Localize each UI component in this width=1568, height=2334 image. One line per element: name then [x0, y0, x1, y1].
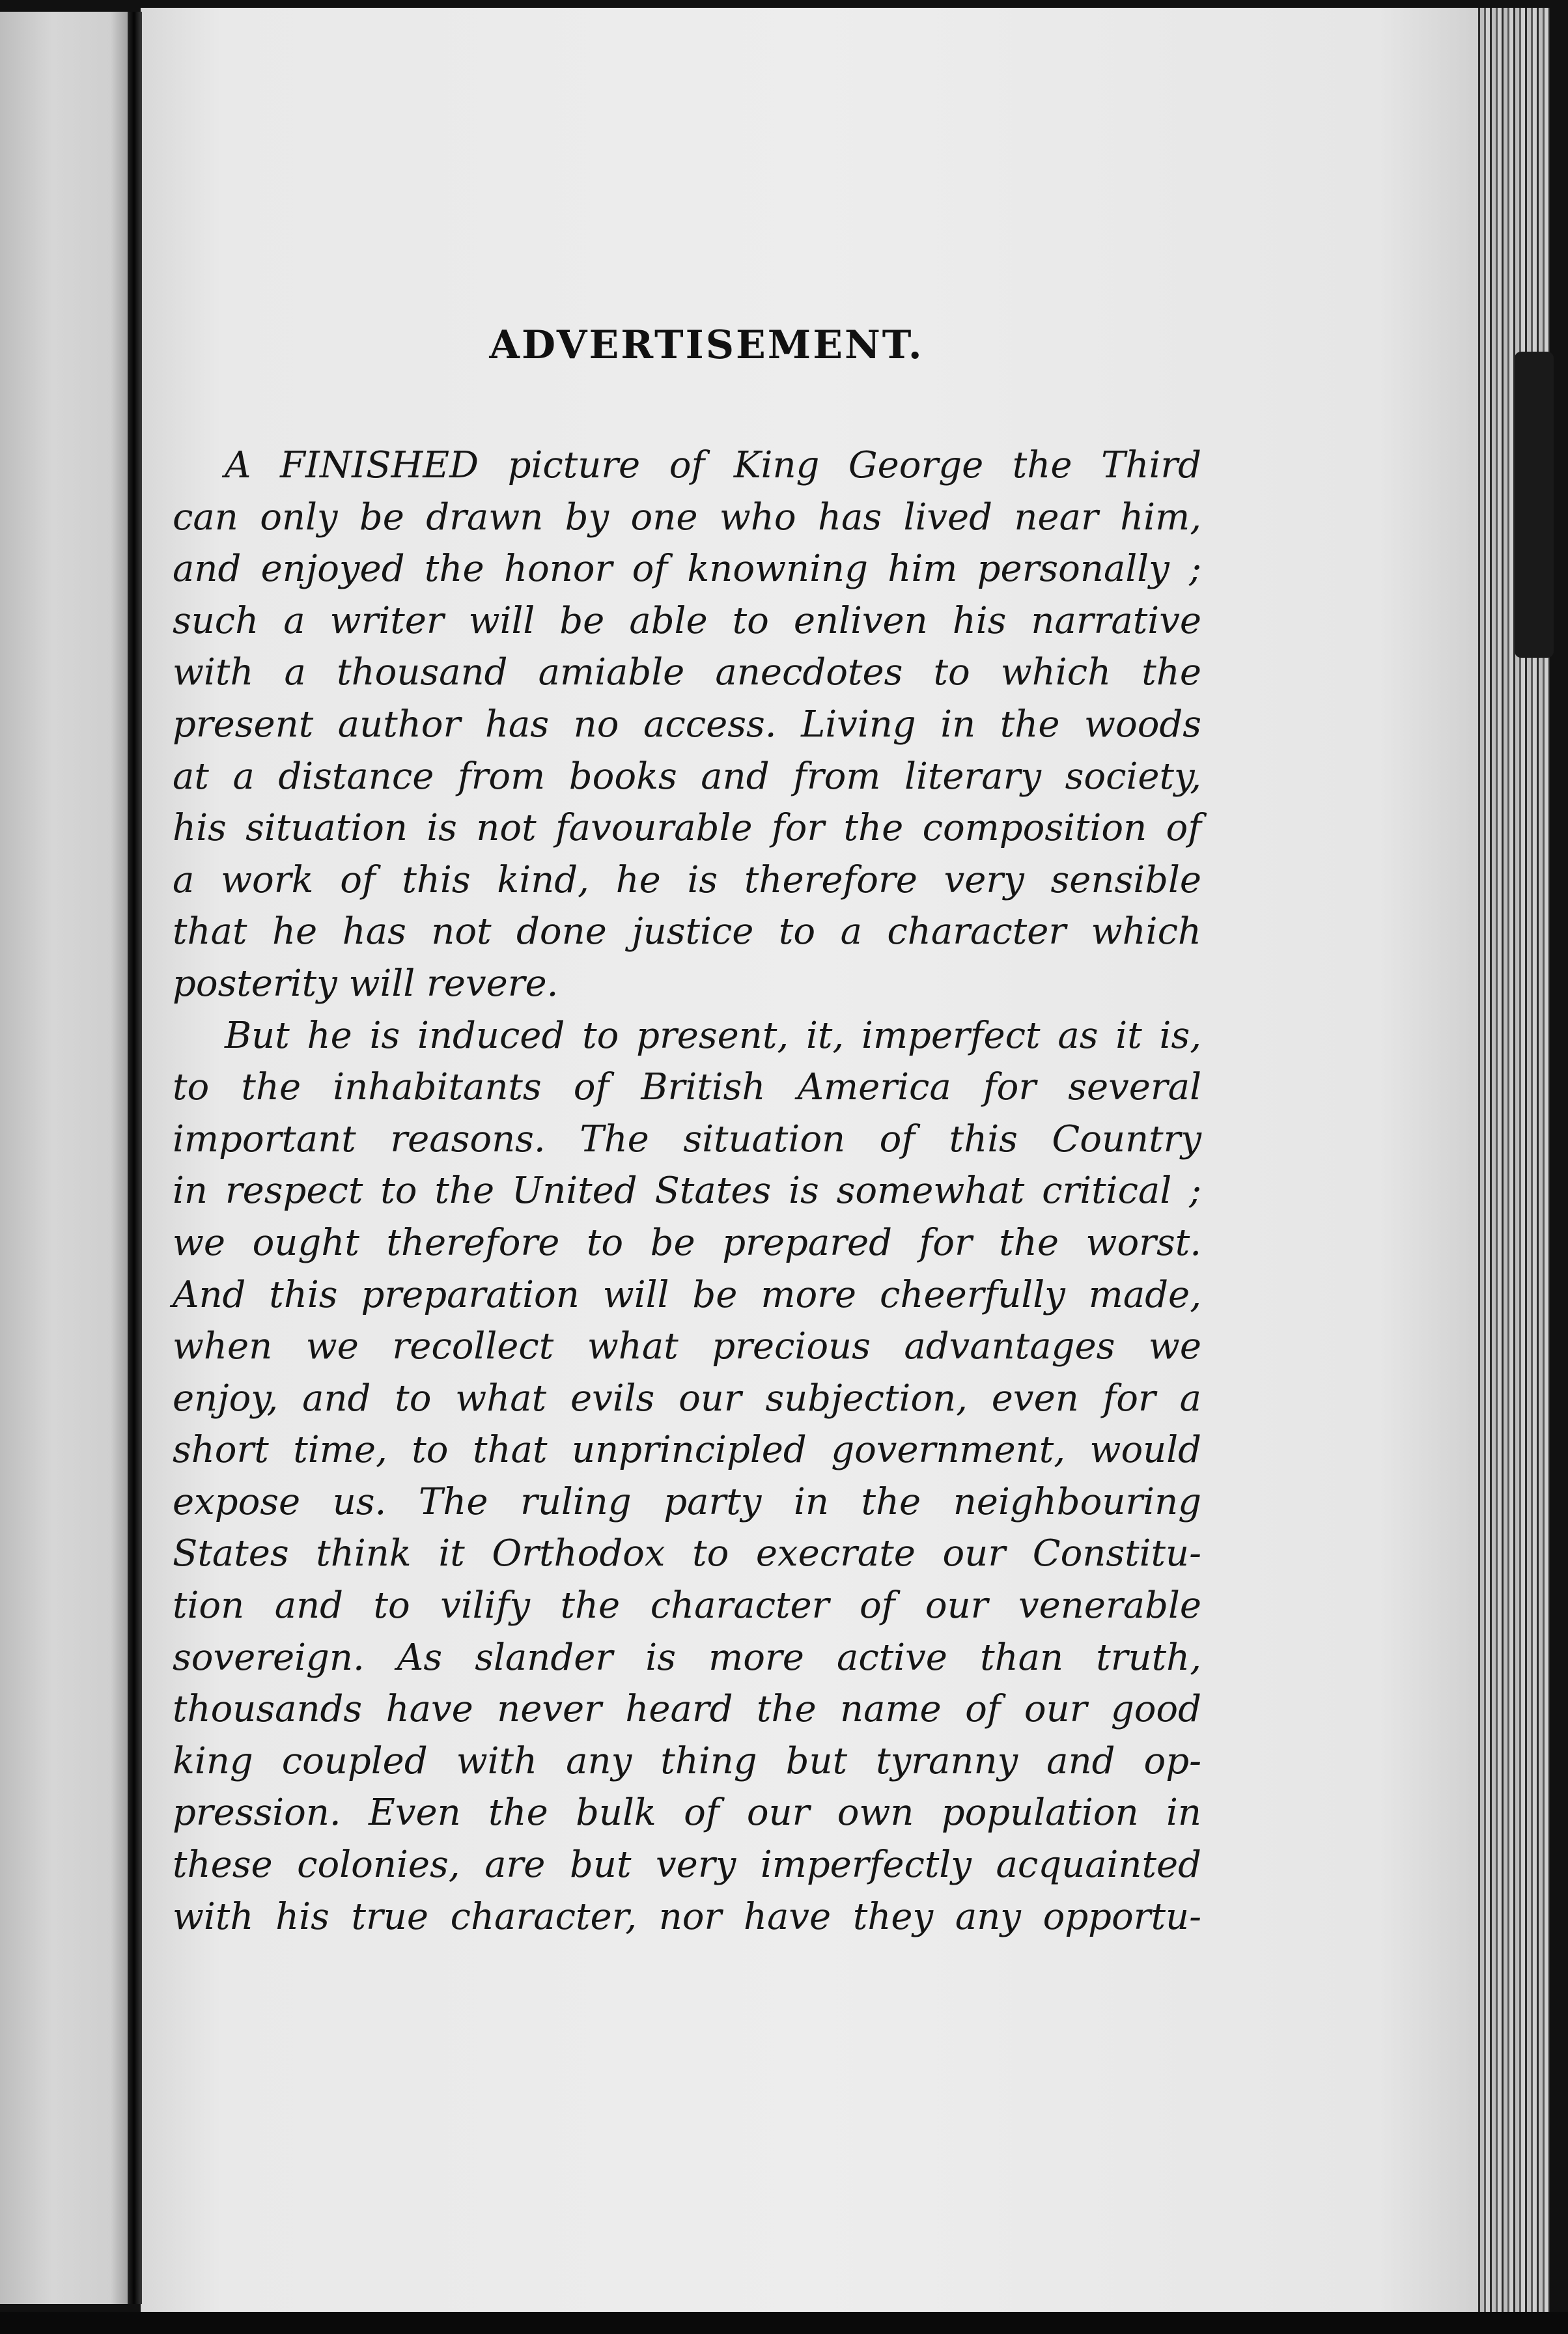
text-line: and enjoyed the honor of knowning him personally ; — [173, 548, 1201, 591]
text-line: pression. Even the bulk of our own population in — [173, 1792, 1201, 1835]
text-line: king coupled with any thing but tyranny and op- — [173, 1739, 1201, 1782]
text-line: enjoy, and to what evils our subjection, even for a — [173, 1377, 1201, 1420]
binding-gutter — [128, 12, 142, 2304]
text-line: can only be drawn by one who has lived near him, — [173, 496, 1201, 539]
page-text — [173, 322, 1201, 1943]
text-line: States think it Orthodox to execrate our Constitu- — [173, 1532, 1201, 1575]
text-line: short time, to that unprincipled government, would — [173, 1429, 1201, 1472]
text-line: expose us. The ruling party in the neighbouring — [173, 1480, 1201, 1523]
text-line: And this preparation will be more cheerfully made, — [173, 1273, 1201, 1316]
body-text — [173, 440, 1201, 1943]
edge-stain — [1515, 352, 1554, 658]
text-line: with a thousand amiable anecdotes to which the — [173, 651, 1201, 694]
text-line: his situation is not favourable for the composition of — [173, 807, 1201, 850]
text-line: in respect to the United States is somewhat critical ; — [173, 1170, 1201, 1213]
text-line: sovereign. As slander is more active than truth, — [173, 1636, 1201, 1679]
text-line: such a writer will be able to enliven his narrative — [173, 599, 1201, 642]
text-line: to the inhabitants of British America for several — [173, 1066, 1201, 1109]
text-line: important reasons. The situation of this Country — [173, 1118, 1201, 1160]
text-line: a work of this kind, he is therefore very sensible — [173, 858, 1201, 901]
text-line: at a distance from books and from literary society, — [173, 755, 1201, 798]
text-line: A FINISHED picture of King George the Third — [225, 444, 1201, 486]
text-line: that he has not done justice to a character which — [173, 910, 1201, 953]
bottom-border — [0, 2312, 1568, 2334]
text-line: thousands have never heard the name of our good — [173, 1688, 1201, 1731]
text-line: But he is induced to present, it, imperfect as it is, — [225, 1014, 1201, 1057]
text-line: when we recollect what precious advantages we — [173, 1325, 1201, 1368]
text-line: with his true character, nor have they any opportu- — [173, 1895, 1201, 1938]
text-line: tion and to vilify the character of our venerable — [173, 1584, 1201, 1627]
text-line: we ought therefore to be prepared for the worst. — [173, 1221, 1201, 1264]
text-line: present author has no access. Living in the woods — [173, 703, 1201, 746]
page-title: ADVERTISEMENT. — [489, 322, 924, 368]
left-page-edge — [0, 12, 130, 2304]
text-line: posterity will revere. — [173, 962, 559, 1005]
text-line: these colonies, are but very imperfectly acquainted — [173, 1844, 1201, 1887]
